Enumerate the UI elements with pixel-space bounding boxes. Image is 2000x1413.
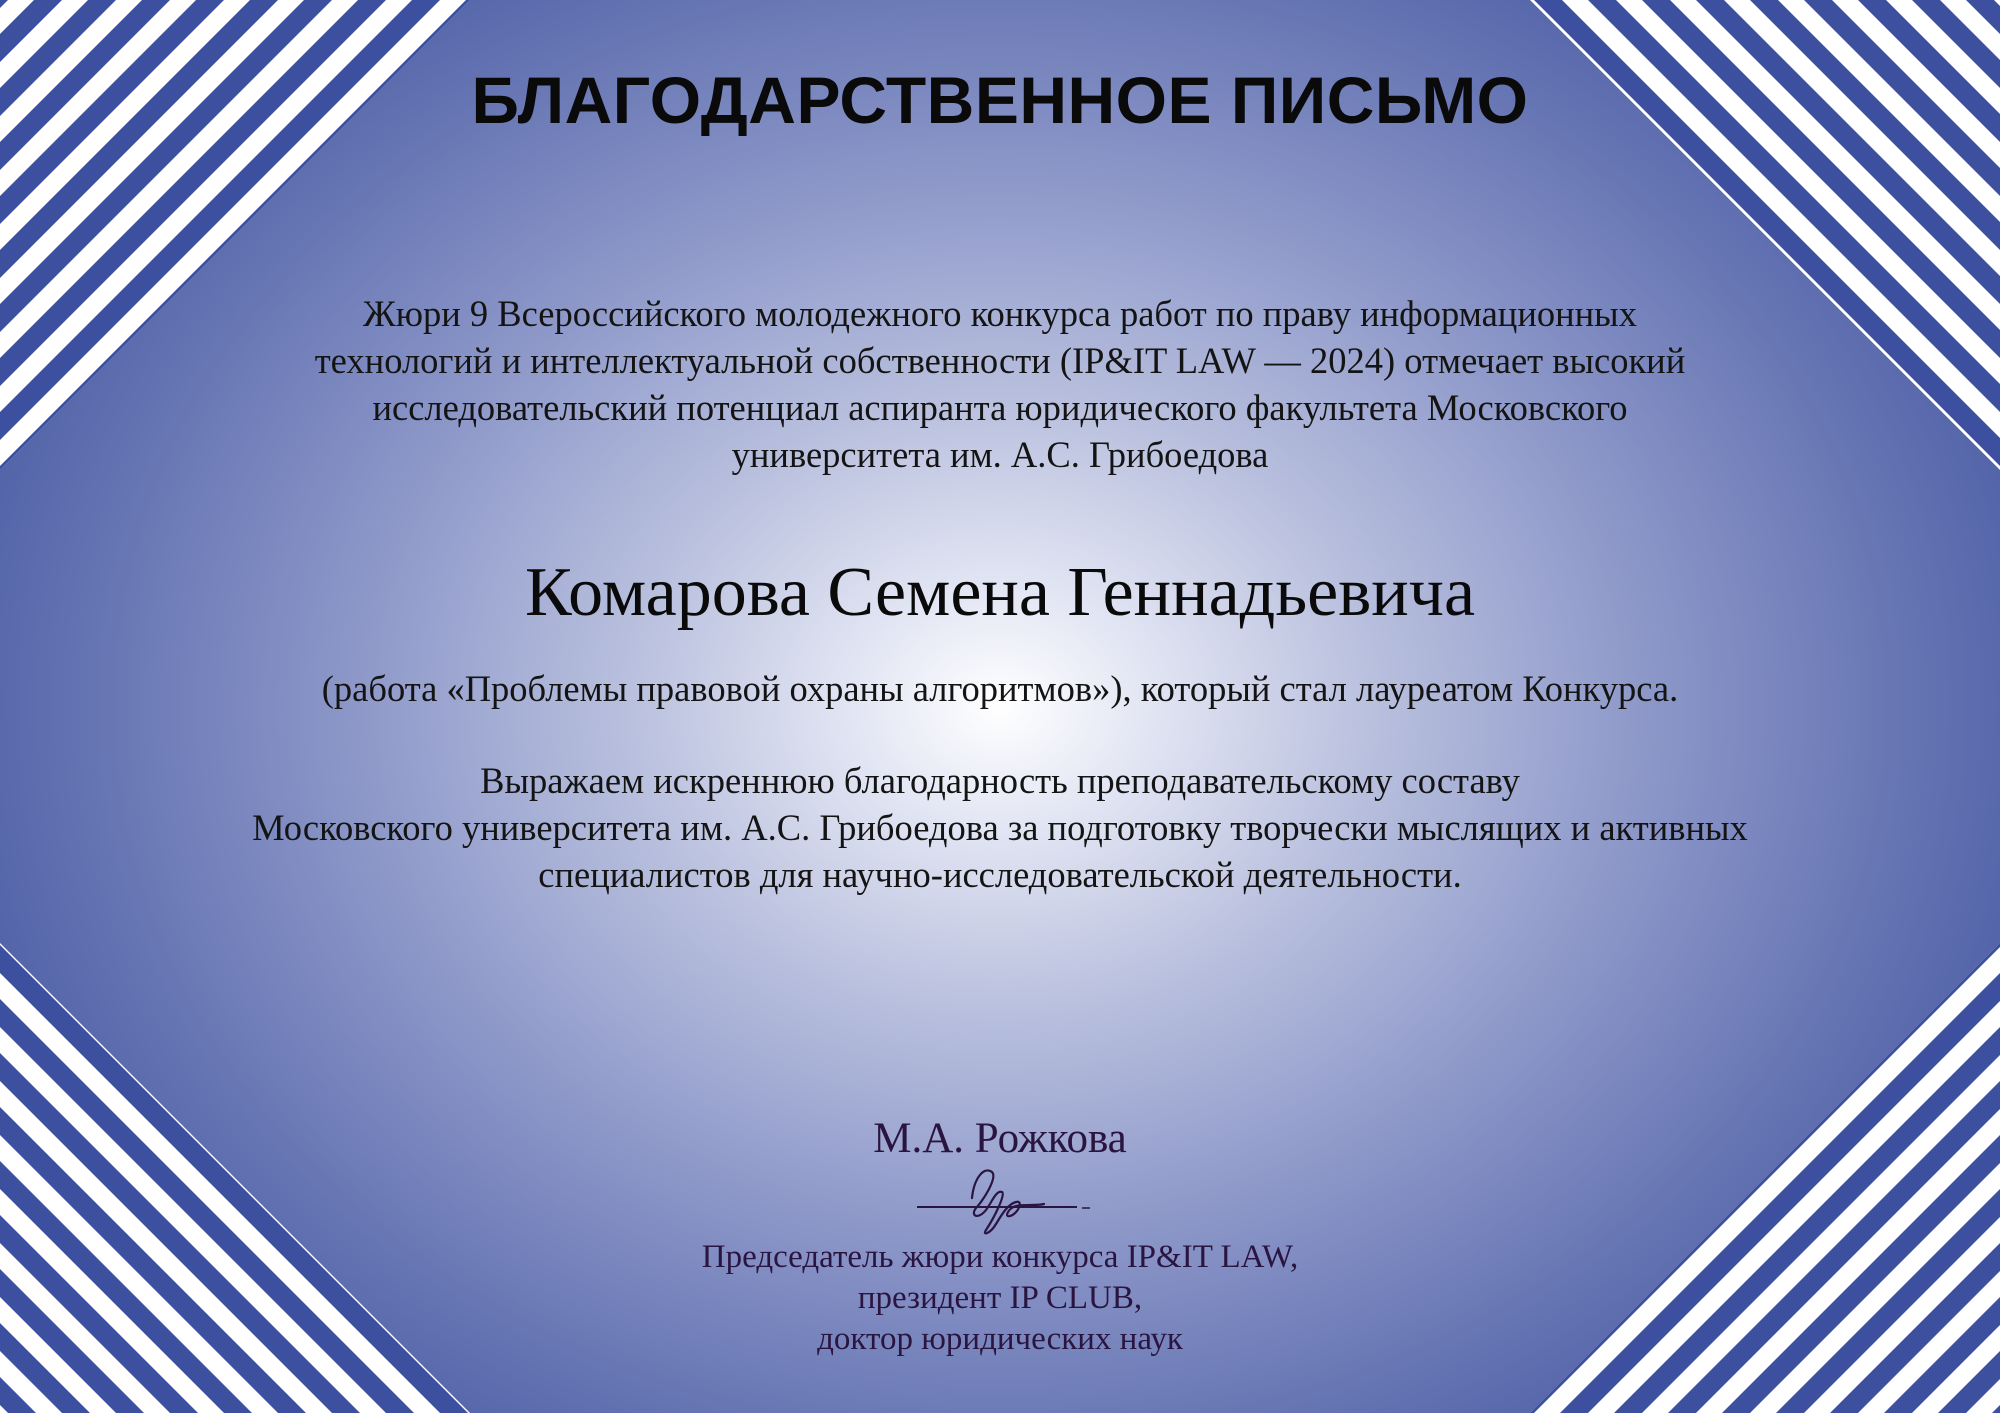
- signature-icon: [912, 1158, 1092, 1238]
- intro-line: Жюри 9 Всероссийского молодежного конкурса работ по праву информационных: [363, 293, 1637, 334]
- intro-paragraph: [0, 290, 2000, 478]
- intro-line: университета им. А.С. Грибоедова: [731, 434, 1269, 475]
- gratitude-line: Выражаем искреннюю благодарность преподавательскому составу: [480, 760, 1520, 801]
- signer-position: [0, 1237, 2000, 1360]
- handwritten-signature: [912, 1158, 1092, 1243]
- gratitude-paragraph: [0, 757, 2000, 898]
- signer-name: М.А. Рожкова: [873, 1115, 1127, 1162]
- signer-position-line: президент IP CLUB,: [857, 1280, 1143, 1316]
- recipient-name: Комарова Семена Геннадьевича: [524, 554, 1476, 631]
- intro-line: исследовательский потенциал аспиранта юридического факультета Московского: [372, 387, 1628, 428]
- work-description: (работа «Проблемы правовой охраны алгоритмов»), который стал лауреатом Конкурса.: [321, 668, 1679, 709]
- document-title: БЛАГОДАРСТВЕННОЕ ПИСЬМО: [471, 63, 1529, 137]
- signer-position-line: доктор юридических наук: [817, 1321, 1183, 1357]
- gratitude-line: Московского университета им. А.С. Грибоедова за подготовку творчески мыслящих и активных: [252, 807, 1748, 848]
- signer-position-line: Председатель жюри конкурса IP&IT LAW,: [701, 1239, 1299, 1275]
- gratitude-line: специалистов для научно-исследовательской деятельности.: [538, 854, 1462, 895]
- intro-line: технологий и интеллектуальной собственности (IP&IT LAW — 2024) отмечает высокий: [314, 340, 1686, 381]
